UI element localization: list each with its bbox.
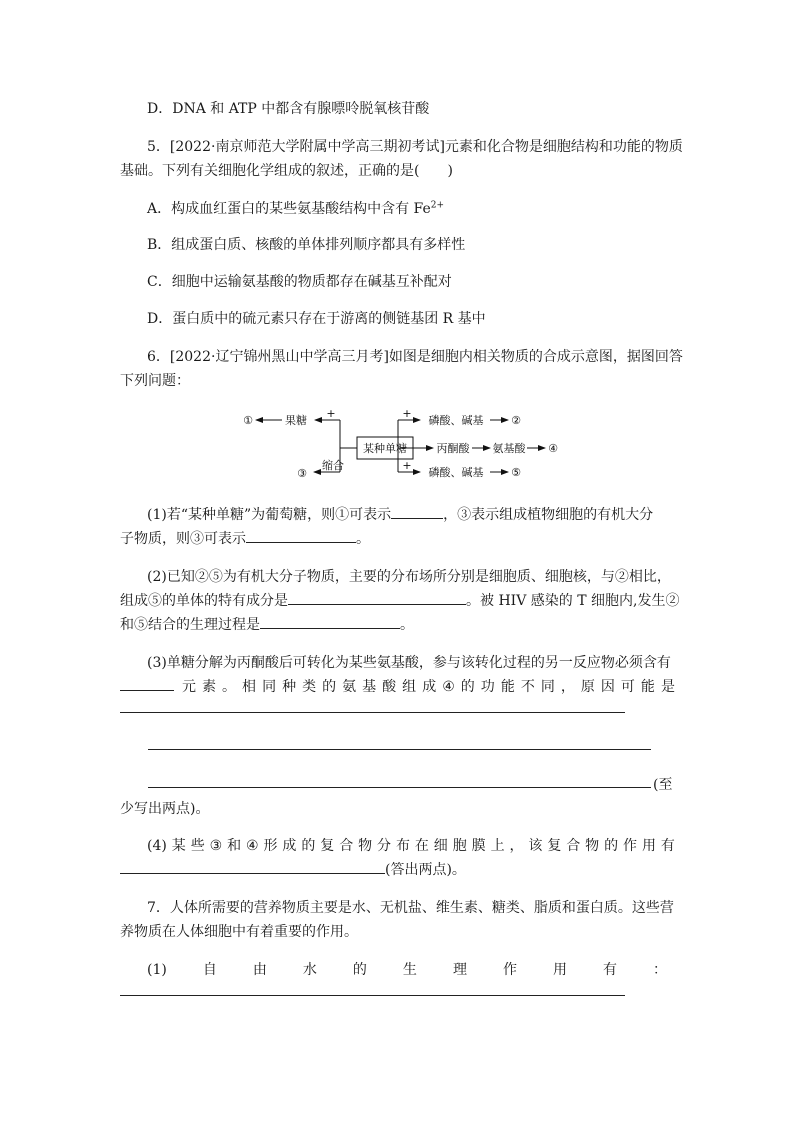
q6-sub1-text-d: 。 <box>356 531 370 547</box>
q6-sub3-char-16: 能 <box>500 679 515 695</box>
q7-stem-line1: 7．人体所需要的营养物质主要是水、无机盐、维生素、糖类、脂质和蛋白质。这些营 <box>147 900 674 916</box>
q7-sub1-char-10: ： <box>653 962 667 978</box>
q6-sub3-char-9: 基 <box>362 679 377 695</box>
q7-sub1-char-9: 有 <box>602 962 617 978</box>
q6-sub3-char-23: 能 <box>640 679 655 695</box>
q6-sub4-char-11: 物 <box>358 838 373 854</box>
q6-sub4-char-21: 复 <box>547 838 562 854</box>
q6-sub4-char-3: ③ <box>209 838 223 854</box>
q6-sub4-char-13: 布 <box>395 838 410 854</box>
answer-blank-unique-component[interactable] <box>288 590 466 605</box>
answer-line-3a[interactable] <box>120 712 625 713</box>
q6-sub1-line2 <box>120 526 675 552</box>
answer-blank-1[interactable] <box>391 504 443 519</box>
q6-sub2-text-e: 。 <box>400 617 414 633</box>
q6-sub4-char-26: 用 <box>641 838 656 854</box>
q5-option-a-sup: 2+ <box>430 200 445 211</box>
q6-sub4-char-12: 分 <box>377 838 392 854</box>
node-1: ① <box>243 414 253 427</box>
answer-line-q7-1[interactable] <box>120 995 625 996</box>
q6-sub4-char-6: 形 <box>263 838 278 854</box>
q6-sub3-char-21: 因 <box>600 679 615 695</box>
q6-sub3-char-3: 相 <box>242 679 257 695</box>
q7-sub1-char-2: 由 <box>252 962 267 978</box>
q6-sub3-char-5: 种 <box>282 679 297 695</box>
q6-sub4-char-5: ④ <box>246 838 259 854</box>
q6-sub3-char-19: ， <box>560 679 575 695</box>
q6-sub3-char-4: 同 <box>262 679 277 695</box>
q6-sub3-char-20: 原 <box>580 679 595 695</box>
q6-sub4-char-22: 合 <box>566 838 581 854</box>
q7-sub1-char-7: 作 <box>502 962 517 978</box>
center-label: 某种单糖 <box>363 442 407 455</box>
plus-sign-3: + <box>402 459 412 472</box>
q5-stem-line1: 5．[2022·南京师范大学附属中学高三期初考试]元素和化合物是细胞结构和功能的物质 <box>147 139 683 155</box>
q6-sub4-line1 <box>147 833 675 859</box>
q7-sub1-char-5: 生 <box>402 962 417 978</box>
q6-sub4-char-4: 和 <box>227 838 242 854</box>
q7-sub1-line1 <box>147 957 667 983</box>
q6-sub1-text-b: ，③表示组成植物细胞的有机大分 <box>443 507 654 523</box>
answer-blank-element[interactable] <box>120 676 174 691</box>
q6-sub1-text-a: (1)若“某种单糖”为葡萄糖，则①可表示 <box>147 507 392 523</box>
q6-sub3-text-justified <box>182 674 675 700</box>
q6-sub3-char-10: 酸 <box>382 679 397 695</box>
q6-sub4-line2 <box>120 857 675 883</box>
q6-sub3-char-14: 的 <box>460 679 475 695</box>
answer-line-3c[interactable] <box>148 787 651 788</box>
q6-sub3-text-d: 少写出两点)。 <box>120 801 210 817</box>
q6-sub3-char-2: 。 <box>222 679 237 695</box>
synthesis-diagram <box>0 0 794 500</box>
q6-sub3-char-1: 素 <box>202 679 217 695</box>
q6-sub4-char-0: (4) <box>147 838 167 854</box>
q4-option-d: D．DNA 和 ATP 中都含有腺嘌呤脱氧核苷酸 <box>147 101 430 117</box>
q5-stem-line2: 基础。下列有关细胞化学组成的叙述，正确的是( ) <box>120 163 453 179</box>
q7-sub1-char-3: 水 <box>302 962 317 978</box>
condensation-label: 缩合 <box>322 459 344 472</box>
q6-sub3-char-17: 不 <box>520 679 535 695</box>
q7-sub1-char-6: 理 <box>452 962 467 978</box>
q6-sub4-char-7: 成 <box>282 838 297 854</box>
q7-sub1-char-0: (1) <box>147 962 167 978</box>
q6-sub4-text-b: (答出两点)。 <box>385 862 466 878</box>
q6-sub4-char-25: 作 <box>623 838 638 854</box>
q6-sub2-line2 <box>120 588 680 614</box>
q6-stem-line1: 6．[2022·辽宁锦州黑山中学高三月考]如图是细胞内相关物质的合成示意图，据图回答 <box>147 349 683 365</box>
pyruvate-label: 丙酮酸 <box>436 442 470 455</box>
q6-sub2-line3 <box>120 612 675 638</box>
q6-sub2-text-c: 。被 HIV 感染的 T 细胞内,发生② <box>466 593 680 609</box>
q6-sub4-char-24: 的 <box>604 838 619 854</box>
q7-sub1-char-8: 用 <box>552 962 567 978</box>
q7-sub1-char-1: 自 <box>202 962 217 978</box>
answer-line-3b[interactable] <box>148 749 651 750</box>
q5-option-a-text: A．构成血红蛋白的某些氨基酸结构中含有 Fe <box>147 201 431 217</box>
node-4: ④ <box>548 442 558 455</box>
q6-sub3-line1: (3)单糖分解为丙酮酸后可转化为某些氨基酸，参与该转化过程的另一反应物必须含有 <box>147 655 671 671</box>
q6-sub1-text-c: 子物质，则③可表示 <box>120 531 246 547</box>
q6-sub3-char-7: 的 <box>322 679 337 695</box>
q6-sub4-char-27: 有 <box>660 838 675 854</box>
q6-sub3-char-24: 是 <box>660 679 675 695</box>
answer-blank-process[interactable] <box>260 614 400 629</box>
q6-sub3-char-15: 功 <box>480 679 495 695</box>
plus-sign-1: + <box>326 407 336 420</box>
q6-sub4-char-14: 在 <box>414 838 429 854</box>
q5-option-c: C．细胞中运输氨基酸的物质都存在碱基互补配对 <box>147 274 452 290</box>
answer-blank-complex-function[interactable] <box>120 859 385 874</box>
q6-stem-line2: 下列问题： <box>120 373 190 389</box>
q6-sub3-char-0: 元 <box>182 679 196 695</box>
q6-sub3-char-18: 同 <box>540 679 555 695</box>
q5-option-d: D．蛋白质中的硫元素只存在于游离的侧链基团 R 基中 <box>147 311 486 327</box>
q6-sub3-char-11: 组 <box>402 679 417 695</box>
q6-sub3-char-22: 可 <box>620 679 635 695</box>
q6-sub3-char-13: ④ <box>442 679 455 695</box>
q5-option-b: B．组成蛋白质、核酸的单体排列顺序都具有多样性 <box>147 237 466 253</box>
q6-sub3-char-6: 类 <box>302 679 317 695</box>
node-5: ⑤ <box>511 466 521 479</box>
node-3: ③ <box>297 467 307 480</box>
q6-sub4-char-1: 某 <box>171 838 186 854</box>
q6-sub4-char-2: 些 <box>190 838 205 854</box>
q6-sub1-line1 <box>147 502 702 528</box>
q6-sub4-char-18: 上 <box>490 838 505 854</box>
plus-sign-2: + <box>402 407 412 420</box>
q6-sub4-char-15: 细 <box>433 838 448 854</box>
q6-sub2-text-b: 组成⑤的单体的特有成分是 <box>120 593 288 609</box>
q6-sub4-char-8: 的 <box>301 838 316 854</box>
q6-sub3-char-8: 氨 <box>342 679 357 695</box>
q6-sub4-char-16: 胞 <box>452 838 467 854</box>
phosphate-base-label-2: 磷酸、碱基 <box>428 466 484 479</box>
q6-sub4-char-23: 物 <box>585 838 600 854</box>
q7-sub1-char-4: 的 <box>352 962 367 978</box>
node-2: ② <box>511 414 521 427</box>
q6-sub4-char-19: ， <box>509 838 524 854</box>
amino-acid-label: 氨基酸 <box>492 442 526 455</box>
q6-sub4-char-9: 复 <box>320 838 335 854</box>
q6-sub4-char-10: 合 <box>339 838 354 854</box>
q6-sub3-line2 <box>120 674 675 700</box>
q6-sub4-char-17: 膜 <box>471 838 486 854</box>
q6-sub4-char-20: 该 <box>528 838 543 854</box>
q6-sub2-text-d: 和⑤结合的生理过程是 <box>120 617 260 633</box>
q7-stem-line2: 养物质在人体细胞中有着重要的作用。 <box>120 924 358 940</box>
answer-blank-3[interactable] <box>246 528 356 543</box>
fructose-label: 果糖 <box>285 414 307 427</box>
q6-sub2-line1: (2)已知②⑤为有机大分子物质，主要的分布场所分别是细胞质、细胞核，与②相比， <box>147 569 671 585</box>
q6-sub3-char-12: 成 <box>422 679 437 695</box>
phosphate-base-label-1: 磷酸、碱基 <box>428 414 484 427</box>
q6-sub3-text-c: (至 <box>653 777 673 793</box>
